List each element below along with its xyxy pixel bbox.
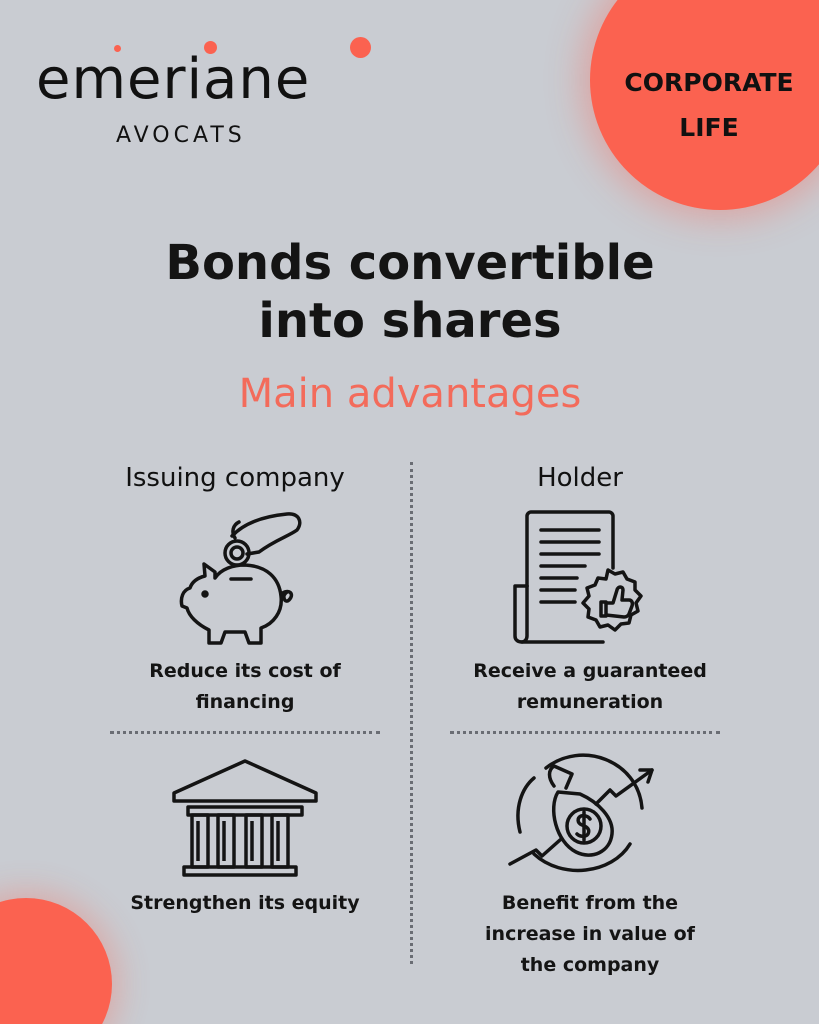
category-tag-line1: CORPORATE xyxy=(624,68,794,97)
right-horizontal-divider xyxy=(450,731,720,734)
left-item-2-caption xyxy=(95,888,395,919)
left-column-heading: Issuing company xyxy=(125,463,345,493)
caption-line: increase in value of xyxy=(485,923,695,945)
vertical-divider xyxy=(410,462,413,964)
page-subtitle: Main advantages xyxy=(238,371,582,417)
page-title-line1: Bonds convertible xyxy=(165,235,655,291)
brand-name: emeriane xyxy=(36,47,311,112)
caption-line: financing xyxy=(195,691,295,713)
document-thumbs-up-icon xyxy=(505,508,650,648)
piggy-bank-coin-icon xyxy=(175,508,315,658)
money-bag-growth-icon xyxy=(506,748,656,878)
caption-line: Receive a guaranteed xyxy=(473,660,707,682)
left-item-1-caption xyxy=(95,656,395,718)
bank-building-icon xyxy=(170,755,320,880)
right-item-1-caption xyxy=(430,656,750,718)
right-column-heading: Holder xyxy=(537,463,623,493)
caption-line: Benefit from the xyxy=(501,892,679,914)
caption-line: the company xyxy=(520,954,660,976)
caption-line: Strengthen its equity xyxy=(130,892,360,914)
page-title xyxy=(40,234,780,350)
page-title-line2: into shares xyxy=(258,293,562,349)
category-tag xyxy=(600,60,818,150)
brand-subtitle: AVOCATS xyxy=(116,123,246,148)
left-horizontal-divider xyxy=(110,731,380,734)
caption-line: Reduce its cost of xyxy=(149,660,341,682)
caption-line: remuneration xyxy=(516,691,664,713)
right-item-2-caption xyxy=(430,888,750,981)
category-tag-line2: LIFE xyxy=(679,113,739,142)
